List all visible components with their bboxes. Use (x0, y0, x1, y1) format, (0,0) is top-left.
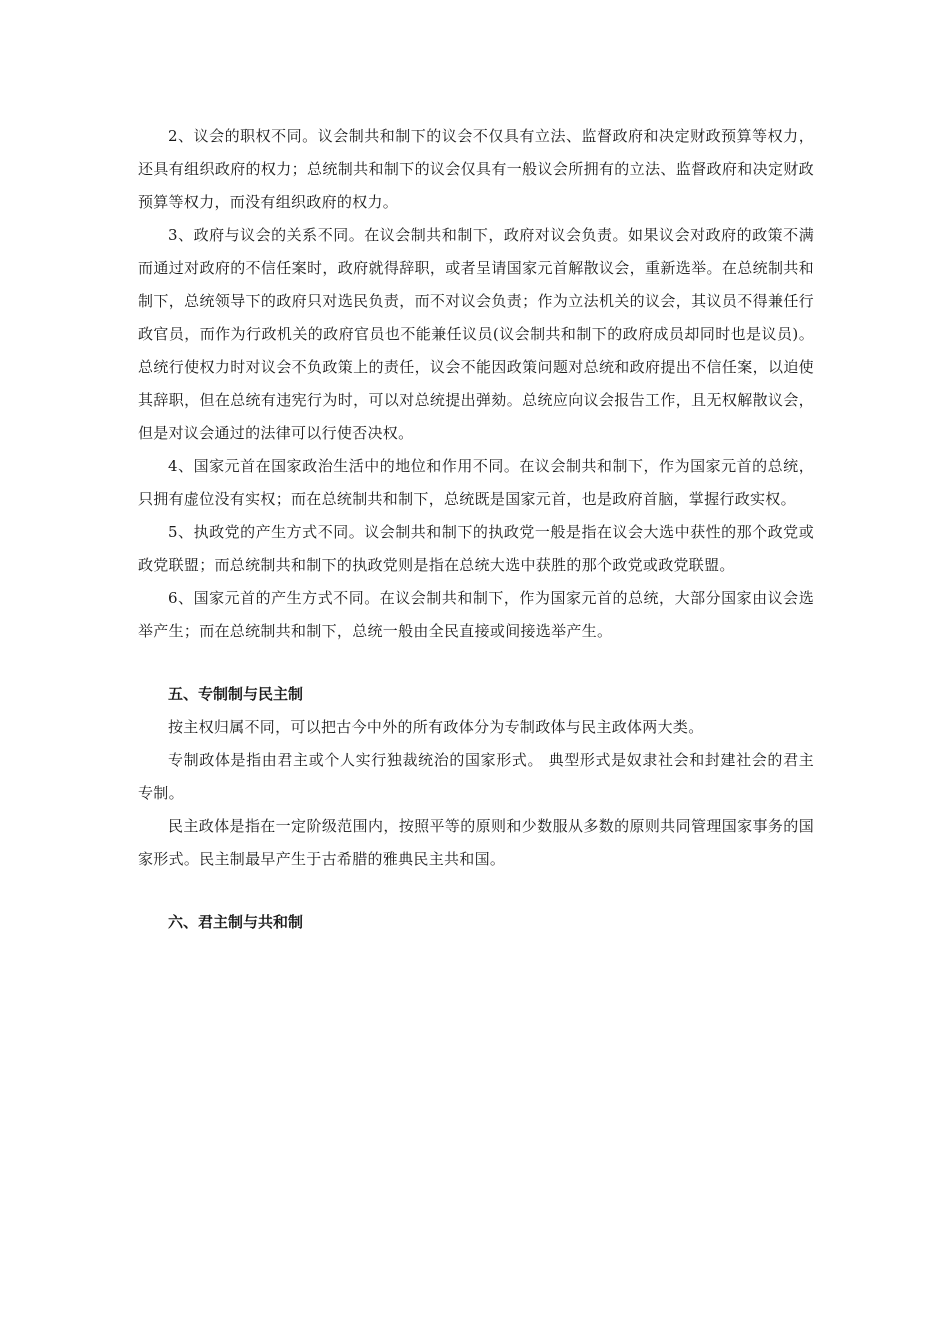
document-body (138, 120, 814, 939)
section-heading-five: 五、专制制与民主制 (168, 685, 304, 703)
section-five-paragraph-2: 专制政体是指由君主或个人实行独裁统治的国家形式。 典型形式是奴隶社会和封建社会的君主专制。 (138, 751, 814, 802)
paragraph-item-2: 2、议会的职权不同。议会制共和制下的议会不仅具有立法、监督政府和决定财政预算等权力，还具有组织政府的权力；总统制共和制下的议会仅具有一般议会所拥有的立法、监督政府和决定财政预算等权力，而没有组织政府的权力。 (138, 127, 814, 211)
paragraph-item-5: 5、执政党的产生方式不同。议会制共和制下的执政党一般是指在议会大选中获性的那个政党或政党联盟；而总统制共和制下的执政党则是指在总统大选中获胜的那个政党或政党联盟。 (138, 523, 814, 574)
section-spacer (138, 876, 814, 906)
paragraph-item-6: 6、国家元首的产生方式不同。在议会制共和制下，作为国家元首的总统，大部分国家由议会选举产生；而在总统制共和制下，总统一般由全民直接或间接选举产生。 (138, 589, 814, 640)
paragraph-item-3: 3、政府与议会的关系不同。在议会制共和制下，政府对议会负责。如果议会对政府的政策不满而通过对政府的不信任案时，政府就得辞职，或者呈请国家元首解散议会，重新选举。在总统制共和制下，总统领导下的政府只对选民负责，而不对议会负责；作为立法机关的议会，其议员不得兼任行政官员，而作为行政机关的政府官员也不能兼任议员(议会制共和制下的政府成员却同时也是议员)。总统行使权力时对议会不负政策上的责任，议会不能因政策问题对总统和政府提出不信任案，以迫使其辞职，但在总统有违宪行为时，可以对总统提出弹劾。总统应向议会报告工作，且无权解散议会，但是对议会通过的法律可以行使否决权。 (138, 226, 814, 442)
section-heading-six: 六、君主制与共和制 (168, 913, 304, 931)
section-five-paragraph-1: 按主权归属不同，可以把古今中外的所有政体分为专制政体与民主政体两大类。 (168, 718, 704, 736)
section-spacer (138, 648, 814, 678)
paragraph-item-4: 4、国家元首在国家政治生活中的地位和作用不同。在议会制共和制下，作为国家元首的总统，只拥有虚位没有实权；而在总统制共和制下，总统既是国家元首，也是政府首脑，掌握行政实权。 (138, 457, 814, 508)
section-five-paragraph-3: 民主政体是指在一定阶级范围内，按照平等的原则和少数服从多数的原则共同管理国家事务的国家形式。民主制最早产生于古希腊的雅典民主共和国。 (138, 817, 814, 868)
